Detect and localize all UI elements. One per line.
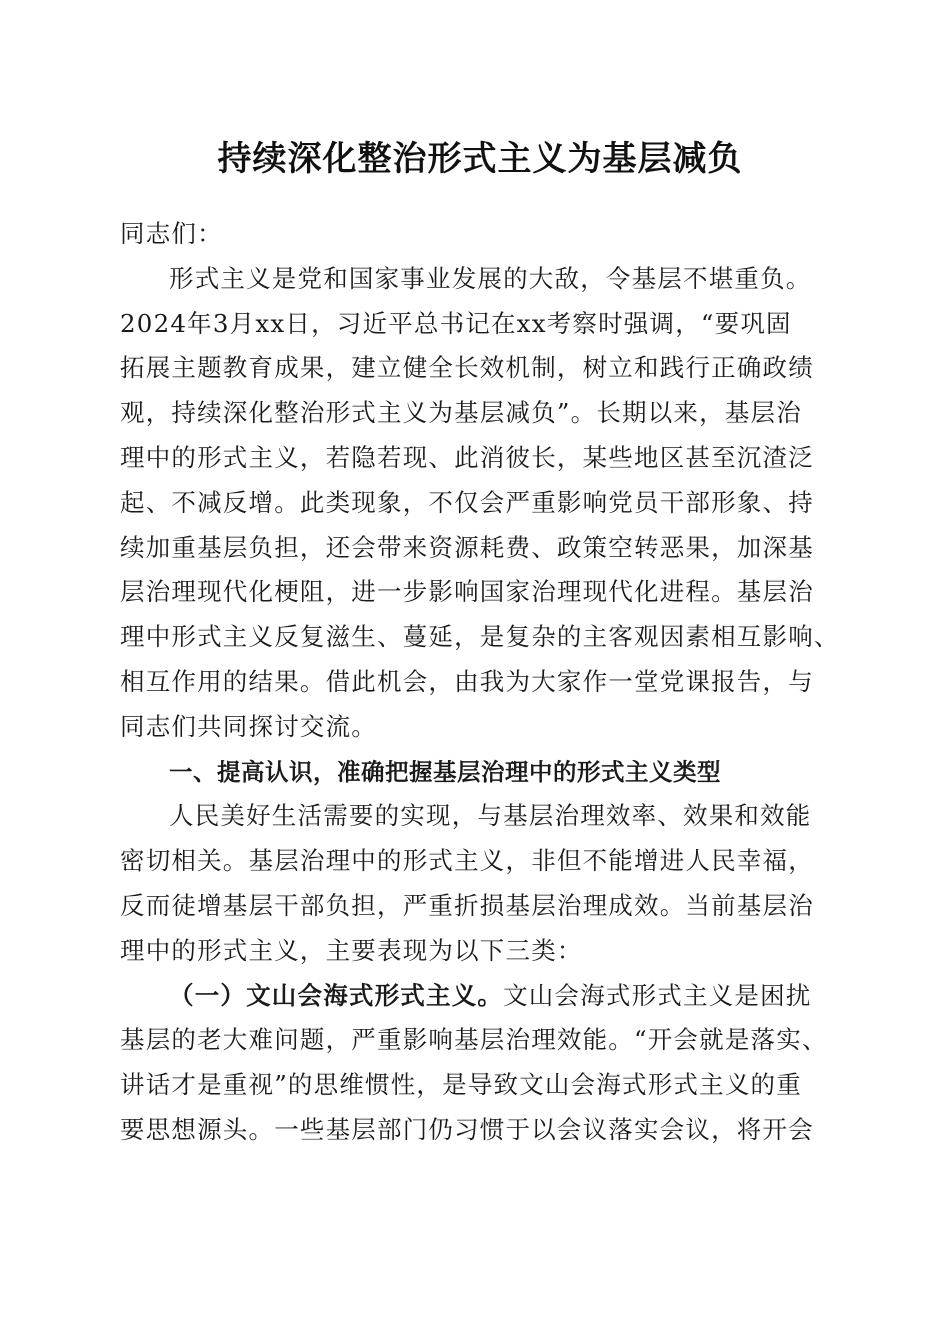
paragraph-line: 形式主义是党和国家事业发展的大敌，令基层不堪重负。 [169, 263, 812, 293]
paragraph-line: 理中的形式主义，若隐若现、此消彼长，某些地区甚至沉渣泛 [120, 442, 814, 472]
paragraph-section1 [120, 794, 840, 973]
paragraph-line-rest: 文山会海式形式主义是困扰 [503, 980, 812, 1010]
paragraph-line: 层治理现代化梗阻，进一步影响国家治理现代化进程。基层治 [120, 577, 814, 607]
subsection-heading-1: （一）文山会海式形式主义。 [169, 980, 504, 1010]
paragraph-intro [120, 257, 840, 750]
paragraph-line: 起、不减反增。此类现象，不仅会严重影响党员干部形象、持 [120, 487, 814, 517]
paragraph-line: 相互作用的结果。借此机会，由我为大家作一堂党课报告，与 [120, 666, 814, 696]
document-title: 持续深化整治形式主义为基层减负 [217, 139, 743, 179]
paragraph-line: 理中形式主义反复滋生、蔓延，是复杂的主客观因素相互影响、 [120, 622, 840, 652]
paragraph-line: 密切相关。基层治理中的形式主义，非但不能增进人民幸福， [120, 846, 814, 876]
paragraph-line: 基层的老大难问题，严重影响基层治理效能。“开会就是落实、 [120, 1025, 828, 1055]
salutation: 同志们： [120, 219, 223, 248]
paragraph-line: 续加重基层负担，还会带来资源耗费、政策空转恶果，加深基 [120, 532, 814, 562]
paragraph-line: 理中的形式主义，主要表现为以下三类： [120, 935, 583, 965]
paragraph-line: 要思想源头。一些基层部门仍习惯于以会议落实会议，将开会 [120, 1114, 814, 1144]
paragraph-line: 同志们共同探讨交流。 [120, 711, 377, 741]
document-page [120, 136, 840, 1153]
paragraph-subsection1 [120, 974, 840, 1153]
paragraph-line [120, 974, 840, 1019]
paragraph-line: 观，持续深化整治形式主义为基层减负”。长期以来，基层治 [120, 398, 802, 428]
paragraph-line: 讲话才是重视”的思维惯性，是导致文山会海式形式主义的重 [120, 1070, 802, 1100]
paragraph-line: 拓展主题教育成果，建立健全长效机制，树立和践行正确政绩 [120, 353, 814, 383]
paragraph-line: 人民美好生活需要的实现，与基层治理效率、效果和效能 [169, 801, 812, 831]
section-heading-1: 一、提高认识，准确把握基层治理中的形式主义类型 [169, 757, 721, 786]
paragraph-line: 2024年3月xx日，习近平总书记在xx考察时强调，“要巩固 [120, 308, 792, 338]
paragraph-line: 反而徒增基层干部负担，严重折损基层治理成效。当前基层治 [120, 890, 814, 920]
